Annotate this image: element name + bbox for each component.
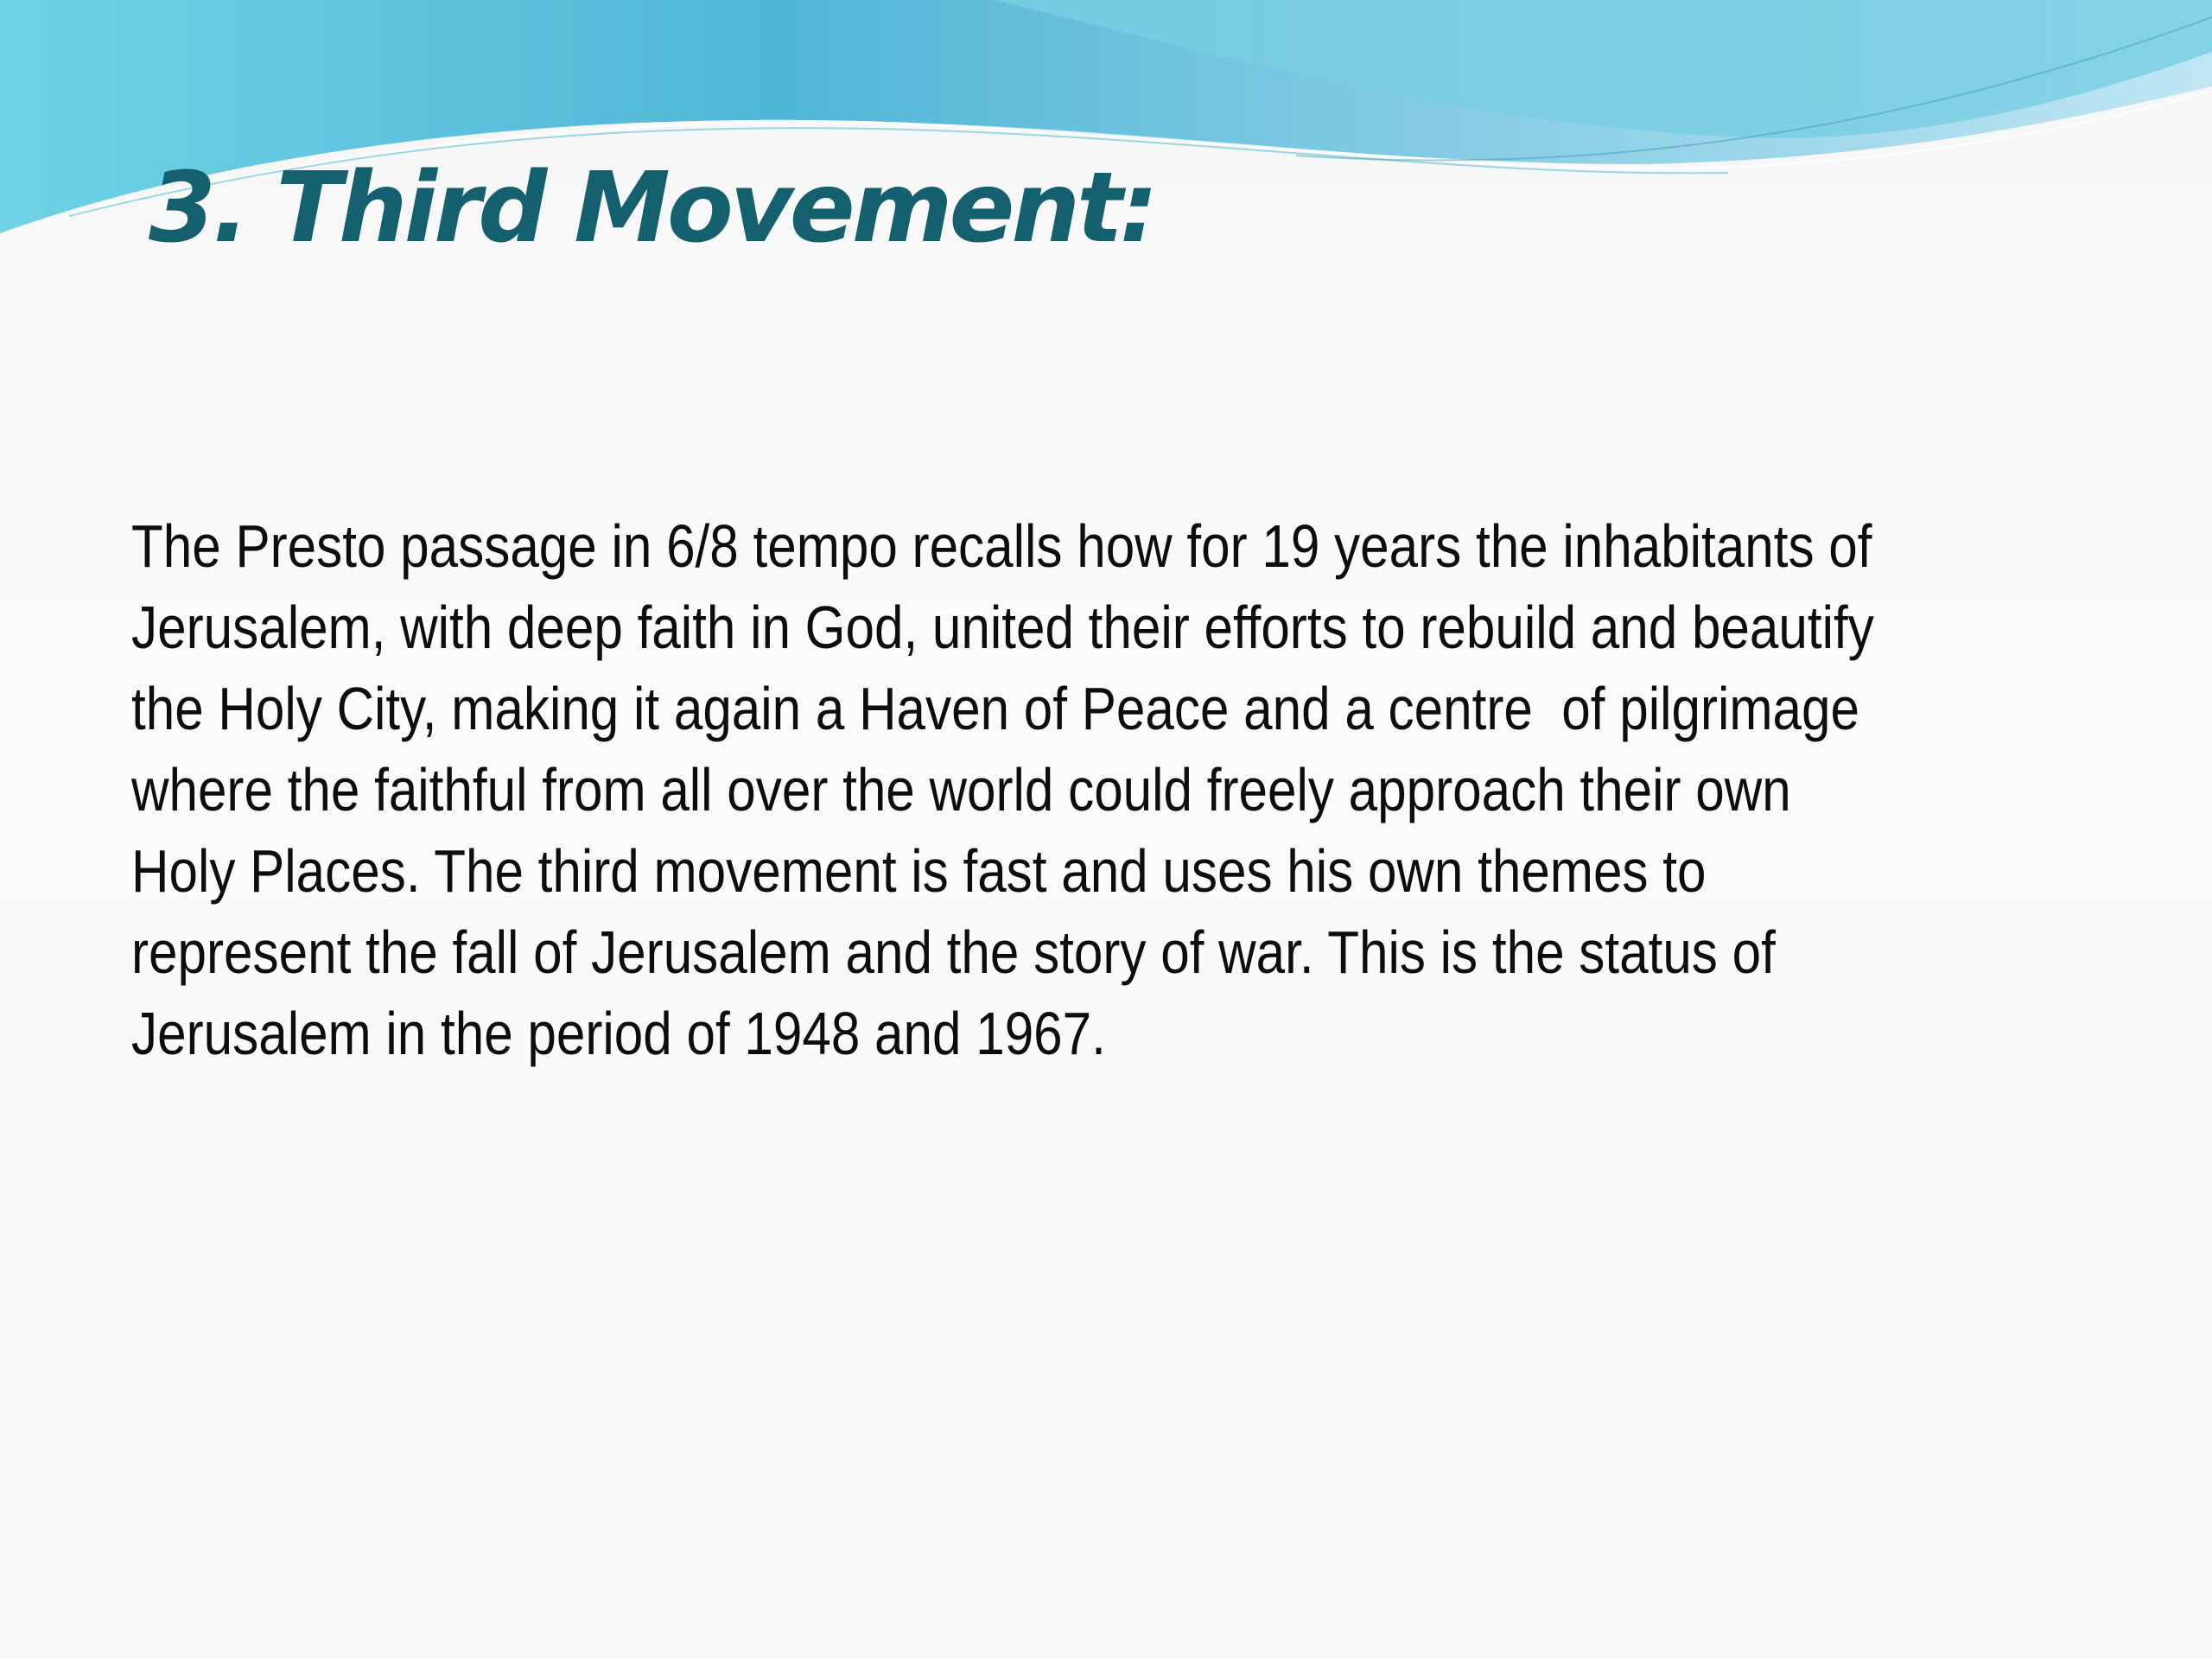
body-line: Jerusalem in the period of 1948 and 1967. <box>131 1000 1106 1067</box>
body-line: the Holy City, making it again a Haven of Peace and a centre of pilgrimage <box>131 675 1859 742</box>
body-paragraph <box>131 505 1874 1074</box>
body-line: The Presto passage in 6/8 tempo recalls how for 19 years the inhabitants of <box>131 512 1872 580</box>
body-line: Jerusalem, with deep faith in God, united their efforts to rebuild and beautify <box>131 594 1874 661</box>
slide-title: 3. Third Movement: <box>149 152 1155 264</box>
body-line: where the faithful from all over the world could freely approach their own <box>131 756 1791 823</box>
body-line: represent the fall of Jerusalem and the story of war. This is the status of <box>131 918 1776 986</box>
body-line: Holy Places. The third movement is fast and uses his own themes to <box>131 837 1707 905</box>
